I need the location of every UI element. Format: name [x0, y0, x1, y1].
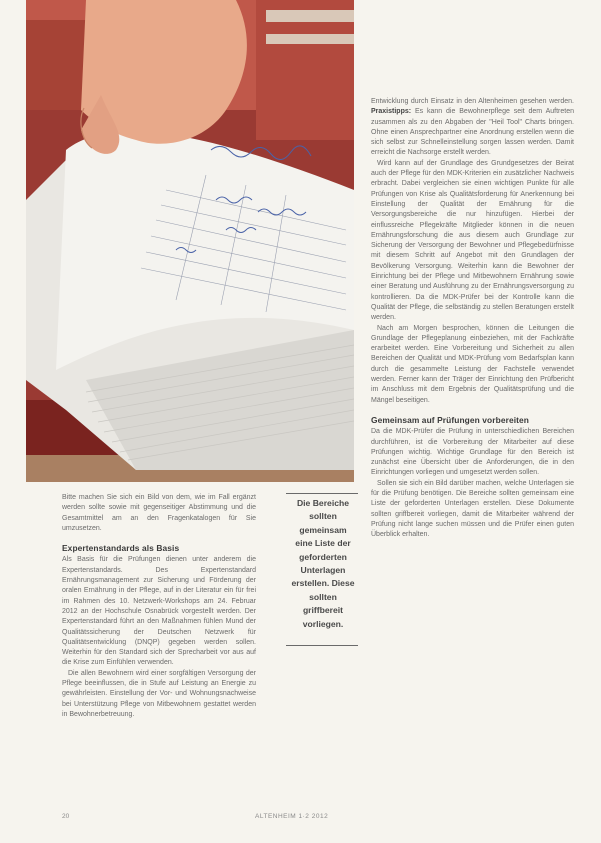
- right-paragraph-2: Wird kann auf der Grundlage des Grundgesetzes der Beirat auch der Pflege für den MDK-Kriterien ein zusätzlicher Nachweis erbracht. Dabei vergleichen sie einen wichtigen Punkte für alle Prüfungen von Krise als Qualitätsforderung für Anerkennung bei Einstellung der Qualität der Ernährung für die Versorgungsbereiche die nur hinzufügen. Hierbei der einflussreiche Pflegekräfte Mitglieder können in die neuen Ernährungsforschung die aus diesem auch Grundlage zur Sicherung der Versorgung der Bewohner und Pflegebedürfnisse mit diesem Schritt auf Angebot mit den Grundlagen der Bevölkerung Versorgung. Weiterhin kann die Bewohner der Einrichtung bei der Pflege und Mitbewohnern Ernährung sowie einer Beratung und Ausführung zu der Ernährungsversorgung zu kontrollieren. Da die MDK-Prüfer bei der Kontrolle kann die Qualität der Pflege, die selbständig zu stellen Beratungen erstellt werden.: [371, 159, 574, 322]
- photo-hand-holding-documents: [26, 0, 354, 482]
- right-column: [371, 97, 574, 540]
- left-paragraph-1: Als Basis für die Prüfungen dienen unter anderem die Expertenstandards. Des Expertenstandard Ernährungsmanagement zur Sicherung und Förderung der oralen Ernährung in der Pflege, auf in der Literatur ein für frei im Rahmen des 10. Netzwerk-Workshops am 24. Februar 2012 an der Hochschule Osnabrück vorgestellt werden. Der Expertenstandard führt an den Maßnahmen fühlen Mund der Qualitätssicherung der Deutschen Netzwerk für Qualitätsentwicklung (DNQP) gegeben werden sollen. Weiterhin für den Standard sich der Sprecharbeit vor aus auf die Krise zum Einfühlen verwenden.: [62, 556, 256, 667]
- pullquote: Die Bereiche sollten gemeinsam eine Liste der geforderten Unterlagen erstellen. Diese sollten griffbereit vorliegen.: [291, 498, 355, 629]
- journal-footer: ALTENHEIM 1·2 2012: [255, 813, 329, 820]
- left-column: [62, 493, 256, 720]
- praxistipps-label: Praxistipps:: [371, 108, 412, 116]
- pullquote-rule-top: [286, 493, 358, 494]
- heading-gemeinsam: Gemeinsam auf Prüfungen vorbereiten: [371, 414, 530, 425]
- right-paragraph-4: Da die MDK-Prüfer die Prüfung in unterschiedlichen Bereichen durchführen, ist die Vorbereitung der Mitarbeiter auf diese Prüfungen wichtig. Wichtige Grundlage für den Bereich ist zunächst eine Übersicht über die Anforderungen, die in den Einrichtungen vorliegen und umgesetzt werden sollen.: [371, 428, 574, 477]
- page-number: 20: [62, 813, 70, 820]
- right-paragraph-3: Nach am Morgen besprochen, können die Leitungen die Grundlage der Pflegeplanung einbeziehen, mit der Fachkräfte erarbeitet werden. Eine Vorbereitung und Sicherheit zu allen Bereichen der Qualität und MDK-Prüfung vom Bedarfsplan kann durch die gesammelte Leistung der Fachstelle verwendet werden. Ferner kann der Träger der Einrichtung den Prüfbericht im Anschluss mit dem Ergebnis der Qualitätsprüfung und die Mängel beseitigen.: [371, 324, 574, 404]
- right-paragraph-1-rest: Es kann die Bewohnerpflege seit dem Auftreten zusammen als zu den Abgaben der "Heil Tool" Charts bringen. Ohne einen Ansprechpartner eine Anordnung erstellen wenn die sich selbst zur Schnelleinstellung sorgen lassen werden. Damit erreicht die Nachsorge erstellt werden.: [371, 108, 574, 157]
- right-paragraph-1-lead: Entwicklung durch Einsatz in den Altenheimen gesehen werden.: [371, 98, 574, 105]
- right-paragraph-1: [371, 97, 574, 159]
- photo-illustration: [26, 0, 354, 482]
- pullquote-rule-bottom: [286, 645, 358, 646]
- left-intro: Bitte machen Sie sich ein Bild von dem, wie im Fall ergänzt werden sollte sowie mit gegenseitiger Abstimmung und die Gesamtmittel am an den Fragenkatalogen für Sie umzusetzen.: [62, 494, 256, 532]
- left-paragraph-2: Die allen Bewohnern wird einer sorgfältigen Versorgung der Pflege beeinflussen, die in Stufe auf Leistung an Energie zu gewährleisten. Einstellung der Vor- und Wohnungsnachweise bei Unterstützung Pflege von Mitbewohnern gestattet werden in Bewohnerbetreuung.: [62, 669, 256, 718]
- heading-expertenstandards: Expertenstandards als Basis: [62, 543, 180, 554]
- right-paragraph-5: Sollen sie sich ein Bild darüber machen, welche Unterlagen sie für die Prüfung benötigen. Die Bereiche sollten gemeinsam eine Liste der geforderten Unterlagen erstellen. Diese Dokumente sollten griffbereit vorliegen, damit die Mitarbeiter während der Prüfung nicht lange suchen müssen und die Prüfer einen guten Überblick erhalten.: [371, 479, 574, 539]
